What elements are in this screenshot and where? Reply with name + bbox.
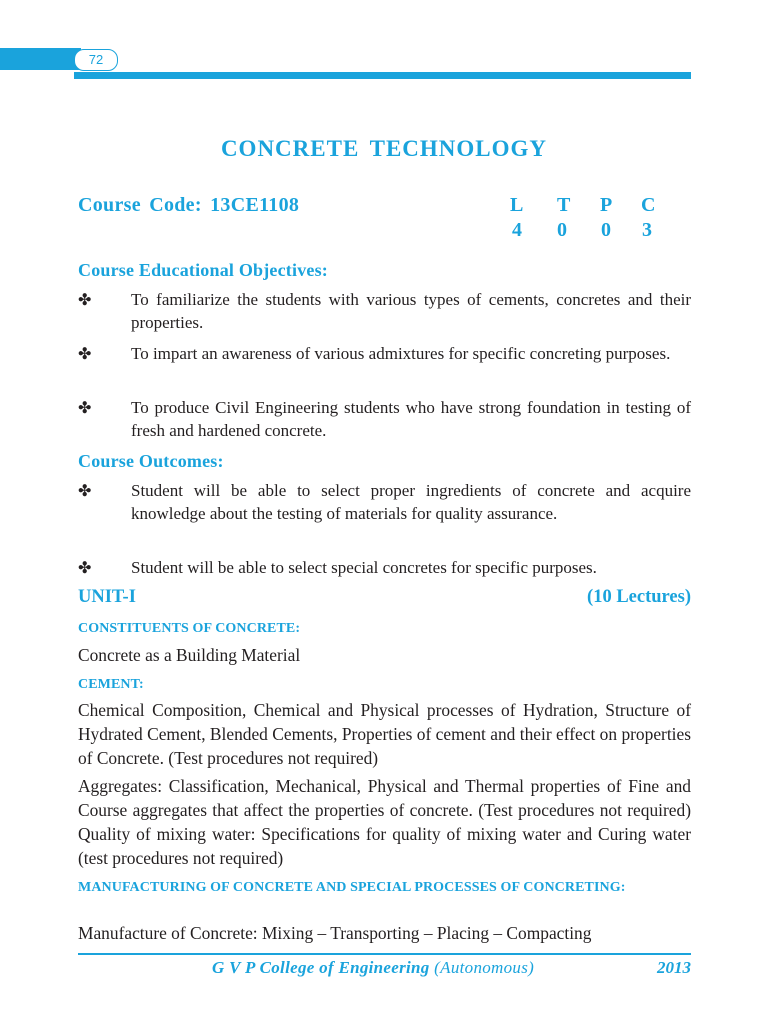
bullet-icon: ✤ <box>78 344 92 363</box>
ltpc-value-p: 0 <box>601 219 611 241</box>
footer-college-name: G V P College of Engineering <box>212 958 430 977</box>
bullet-icon: ✤ <box>78 398 92 417</box>
ltpc-header-l: L <box>510 194 524 216</box>
page-number: 72 <box>74 49 118 71</box>
header-rule <box>74 72 691 79</box>
course-code: Course Code: 13CE1108 <box>78 194 300 216</box>
footer-college <box>212 958 534 978</box>
ltpc-header-p: P <box>600 194 613 216</box>
objective-item: To produce Civil Engineering students who have strong foundation in testing of fresh and hardened concrete. <box>131 398 691 440</box>
bullet-icon: ✤ <box>78 290 92 309</box>
ltpc-value-l: 4 <box>512 219 522 241</box>
objectives-heading: Course Educational Objectives: <box>78 260 328 280</box>
course-title: CONCRETE TECHNOLOGY <box>220 136 548 161</box>
manufacturing-text: Manufacture of Concrete: Mixing – Transporting – Placing – Compacting <box>78 923 592 943</box>
constituents-heading: CONSTITUENTS OF CONCRETE: <box>78 621 301 636</box>
footer-rule <box>78 953 691 955</box>
unit-heading-row <box>78 587 691 608</box>
ltpc-value-c: 3 <box>642 219 652 241</box>
footer-autonomous: (Autonomous) <box>434 958 535 977</box>
cement-text: Chemical Composition, Chemical and Physical processes of Hydration, Structure of Hydrated Cement, Blended Cements, Properties of cement and their effect on properties of Concrete. (Test procedures not required) <box>78 700 691 768</box>
bullet-icon: ✤ <box>78 558 92 577</box>
ltpc-header-t: T <box>557 194 571 216</box>
outcome-item: Student will be able to select proper ingredients of concrete and acquire knowledge about the testing of materials for quality assurance. <box>131 481 691 523</box>
bullet-icon: ✤ <box>78 481 92 500</box>
constituents-text: Concrete as a Building Material <box>78 645 301 665</box>
objective-item: To impart an awareness of various admixtures for specific concreting purposes. <box>131 344 671 363</box>
outcomes-heading: Course Outcomes: <box>78 451 224 471</box>
manufacturing-heading: MANUFACTURING OF CONCRETE AND SPECIAL PROCESSES OF CONCRETING: <box>78 880 626 895</box>
aggregates-text: Aggregates: Classification, Mechanical, Physical and Thermal properties of Fine and Course aggregates that affect the properties of concrete. (Test procedures not required) Quality of mixing water: Specifications for quality of mixing water and Curing water (test procedures not required) <box>78 776 691 868</box>
footer-year: 2013 <box>657 958 691 977</box>
ltpc-header-c: C <box>641 194 656 216</box>
header-accent-bar <box>0 48 81 70</box>
objective-item: To familiarize the students with various types of cements, concretes and their properties. <box>131 290 691 332</box>
cement-heading: CEMENT: <box>78 677 144 692</box>
ltpc-value-t: 0 <box>557 219 567 241</box>
unit-lectures: (10 Lectures) <box>587 587 691 607</box>
outcome-item: Student will be able to select special concretes for specific purposes. <box>131 558 597 577</box>
unit-title: UNIT-I <box>78 587 136 607</box>
